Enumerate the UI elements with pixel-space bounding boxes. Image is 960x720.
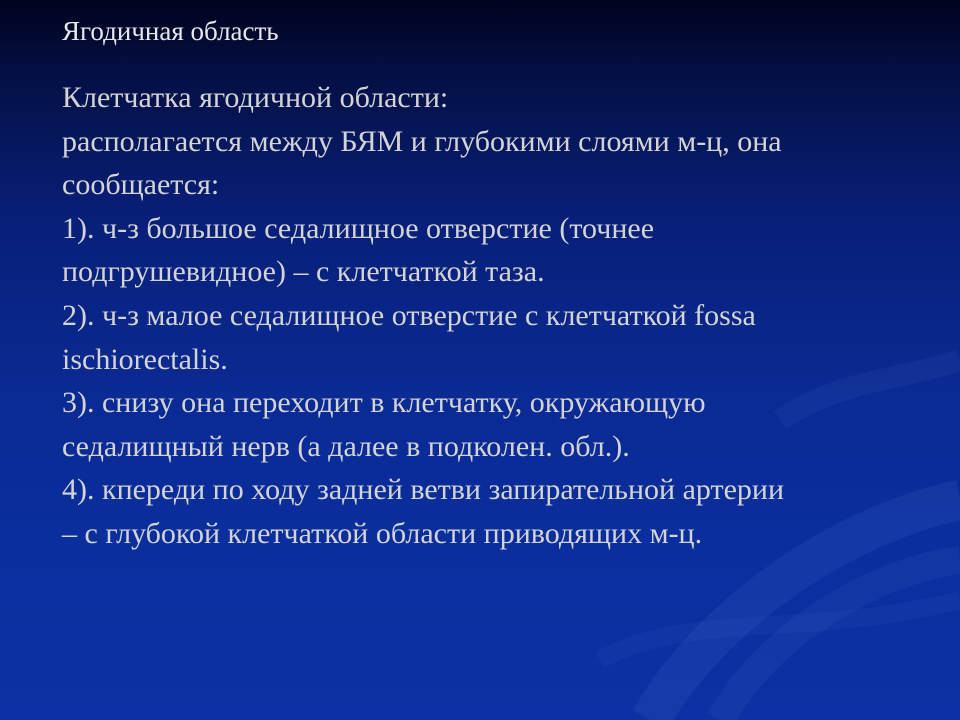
body-line: 2). ч-з малое седалищное отверстие с клетчаткой fossa bbox=[62, 298, 756, 332]
body-line: сообщается: bbox=[62, 168, 220, 202]
body-line: 3). снизу она переходит в клетчатку, окружающую bbox=[62, 386, 706, 420]
body-line: Клетчатка ягодичной области: bbox=[62, 81, 449, 114]
body-line: 1). ч-з большое седалищное отверстие (точнее bbox=[62, 211, 655, 245]
body-line: – с глубокой клетчаткой области приводящих м-ц. bbox=[62, 516, 703, 550]
body-line: располагается между БЯМ и глубокими слоями м-ц, она bbox=[62, 124, 782, 158]
body-line: 4). кпереди по ходу задней ветви запирательной артерии bbox=[62, 473, 785, 507]
slide-title: Ягодичная область bbox=[62, 16, 279, 46]
slide-body-text bbox=[62, 76, 942, 556]
body-line: подгрушевидное) – с клетчаткой таза. bbox=[62, 255, 545, 289]
body-line: седалищный нерв (а далее в подколен. обл.). bbox=[62, 429, 630, 463]
body-line: ischiorectalis. bbox=[62, 342, 228, 376]
